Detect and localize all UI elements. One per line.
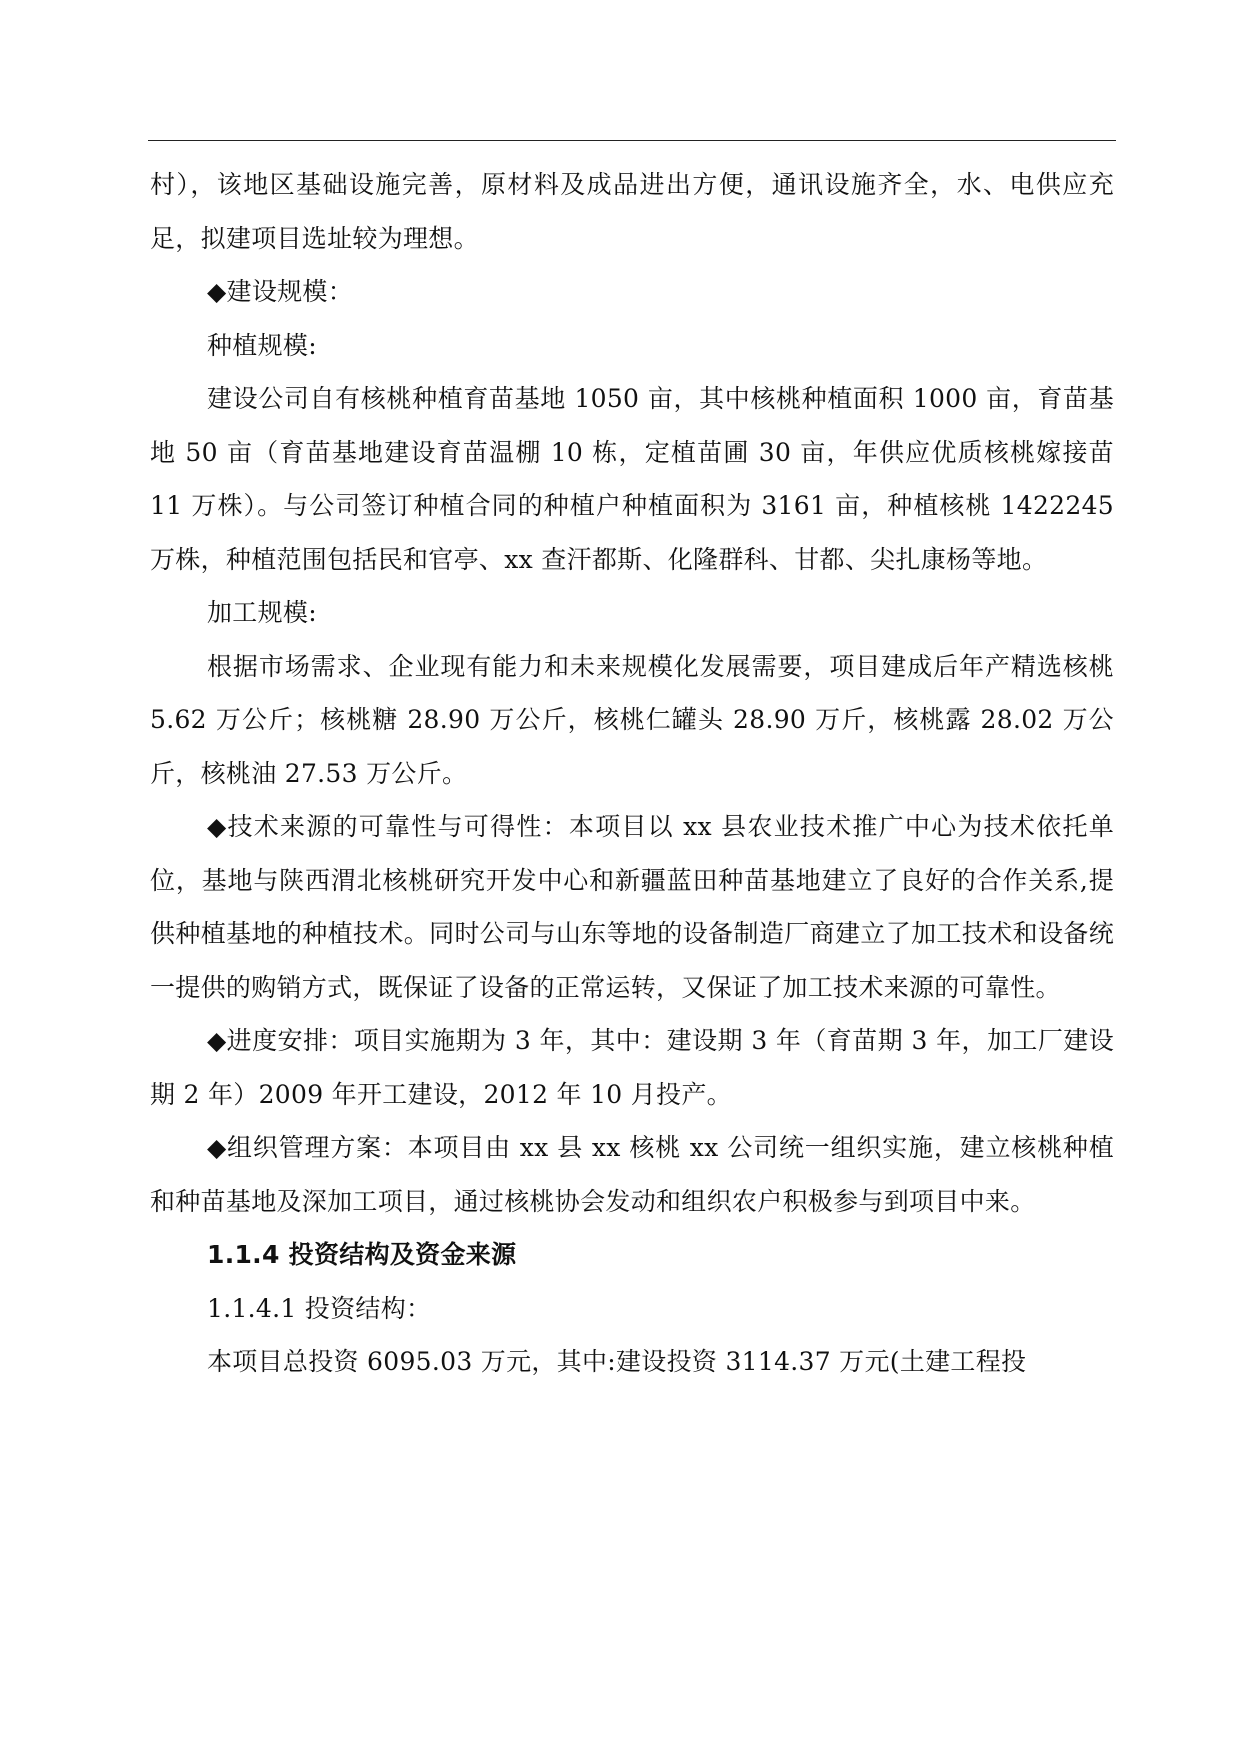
subsection-heading-investment-structure: 1.1.4.1 投资结构： <box>207 1293 432 1323</box>
bullet-schedule: ◆进度安排：项目实施期为 3 年，其中：建设期 3 年（育苗期 3 年，加工厂建设期 2 年）2009 年开工建设，2012 年 10 月投产。 <box>150 1026 1114 1109</box>
subheading-planting-scale: 种植规模: <box>207 330 317 360</box>
bullet-technology-source: ◆技术来源的可靠性与可得性：本项目以 xx 县农业技术推广中心为技术依托单位，基地与陕西渭北核桃研究开发中心和新疆蓝田种苗基地建立了良好的合作关系,提供种植基地的种植技术。同时公司与山东等地的设备制造厂商建立了加工技术和设备统一提供的购销方式，既保证了设备的正常运转，又保证了加工技术来源的可靠性。 <box>150 812 1114 1002</box>
bullet-construction-scale: ◆建设规模： <box>207 277 354 306</box>
paragraph-total-investment: 本项目总投资 6095.03 万元，其中:建设投资 3114.37 万元(土建工程投 <box>207 1347 1027 1376</box>
document-body <box>150 158 1114 1389</box>
header-rule <box>148 140 1116 141</box>
paragraph-site-conditions: 村），该地区基础设施完善，原材料及成品进出方便，通讯设施齐全，水、电供应充足，拟建项目选址较为理想。 <box>150 170 1114 253</box>
paragraph-processing-scale: 根据市场需求、企业现有能力和未来规模化发展需要，项目建成后年产精选核桃 5.62 万公斤；核桃糖 28.90 万公斤，核桃仁罐头 28.90 万斤，核桃露 28.02 万公斤，核桃油 27.53 万公斤。 <box>150 651 1114 788</box>
section-heading-investment: 1.1.4 投资结构及资金来源 <box>207 1240 517 1269</box>
paragraph-planting-scale: 建设公司自有核桃种植育苗基地 1050 亩，其中核桃种植面积 1000 亩，育苗基地 50 亩（育苗基地建设育苗温棚 10 栋，定植苗圃 30 亩，年供应优质核桃嫁接苗 11 万株）。与公司签订种植合同的种植户种植面积为 3161 亩，种植核桃 1422245 万株，种植范围包括民和官亭、xx 查汗都斯、化隆群科、甘都、尖扎康杨等地。 <box>150 384 1114 574</box>
bullet-organization-plan: ◆组织管理方案：本项目由 xx 县 xx 核桃 xx 公司统一组织实施，建立核桃种植和种苗基地及深加工项目，通过核桃协会发动和组织农户积极参与到项目中来。 <box>150 1133 1114 1216</box>
subheading-processing-scale: 加工规模: <box>207 598 317 627</box>
